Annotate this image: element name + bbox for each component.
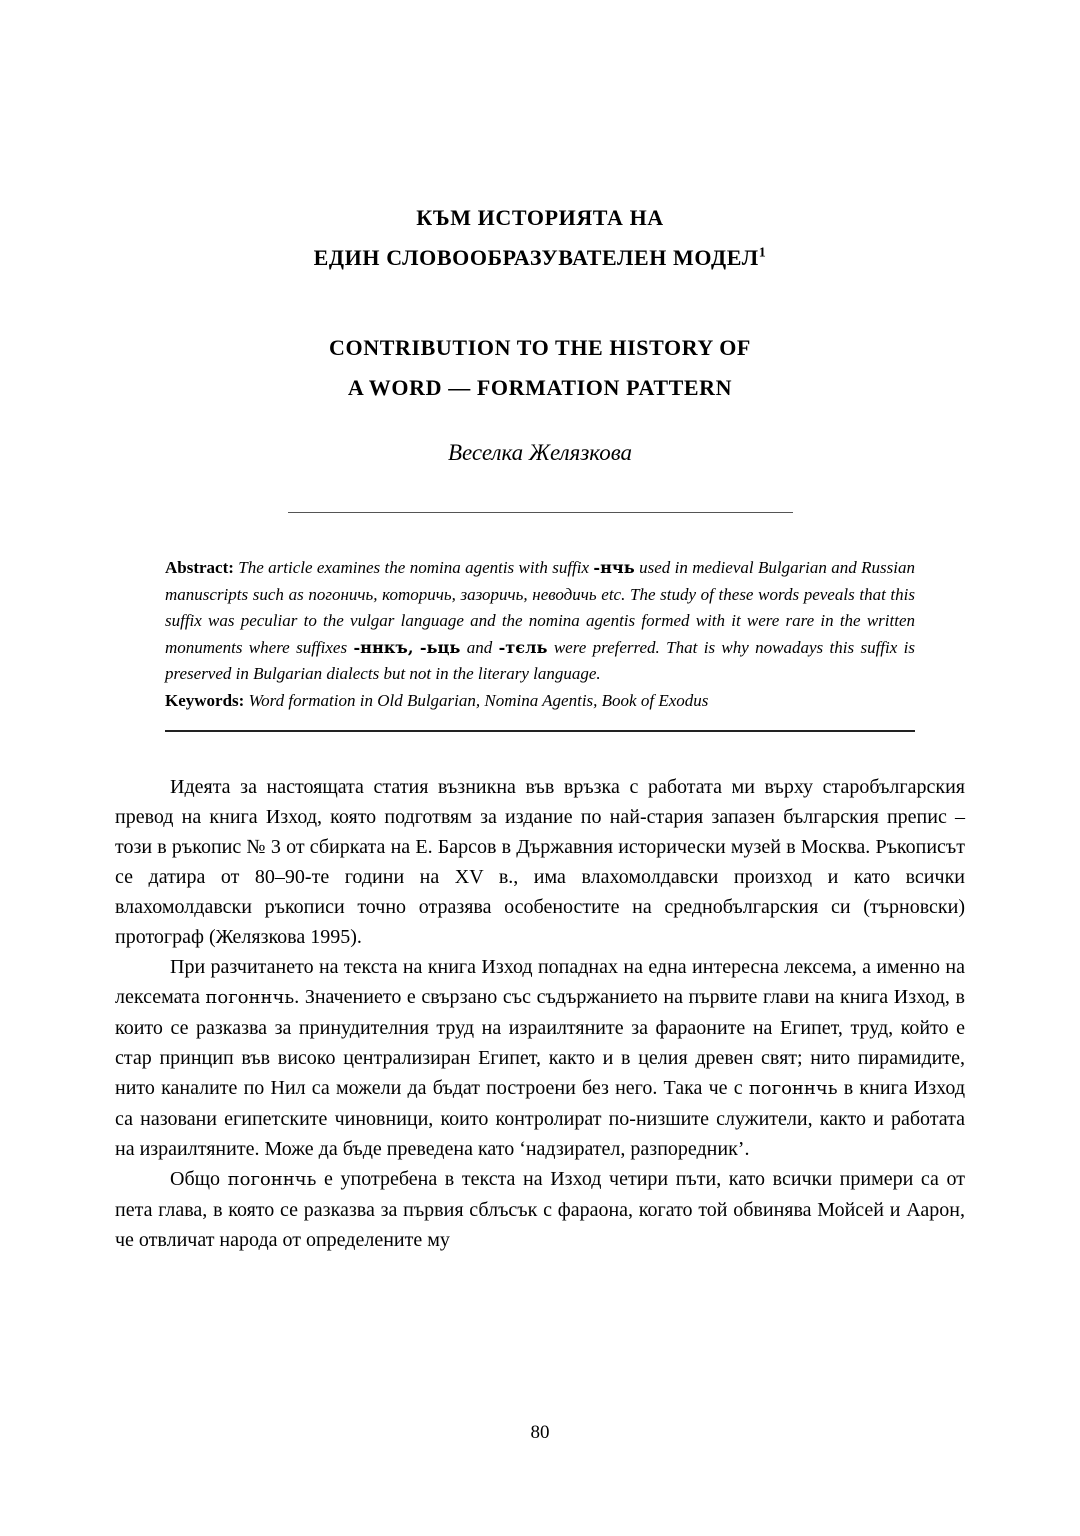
slavonic-suffix-tel: -тєль — [498, 637, 548, 657]
body-paragraph-1 — [115, 772, 965, 952]
title-bulgarian-line2 — [0, 238, 1080, 278]
p3-segment-1: Общо — [170, 1168, 228, 1190]
author-name: Веселка Желязкова — [447, 440, 633, 465]
abstract-segment-2: used in medieval Bulgarian and Russian manuscripts such as погоничь, которичь, зазоричь, неводичь etc. The study of these words peveals that this suffix was peculiar to the vulgar language and the nomina agentis formed with it were rare in the written monuments where suffixes — [165, 558, 915, 657]
abstract-section — [165, 555, 915, 714]
title-bulgarian-line1: КЪМ ИСТОРИЯТА НА — [416, 205, 664, 230]
slavonic-suffix-nch: -нчь — [593, 558, 635, 577]
page-number: 80 — [530, 1422, 550, 1443]
slavonic-word-pogonich-1: погоннчь — [205, 987, 295, 1008]
p2-segment-2: . Значението е свързано със съдържанието на първите глави на книга Изход, в които се разказва за принудителния труд на израилтяните за фараоните на Египет, труд, който е стар принцип във високо централизиран Египет, както и в целия древен свят; нито пирамидите, нито каналите по Нил са можели да бъдат построени без него. Така че с — [115, 986, 965, 1099]
p1-segment-1: Идеята за настоящата статия възникна във връзка с работата ми върху старобългарския превод на книга Изход, която подготвям за издание по най-стария запазен българския препис – този в ръкопис № 3 от сбирката на Е. Барсов в Държавния исторически музей в Москва. Ръкописът се датира от 80–90-те години на XV в., има влахомолдавски произход и като всички влахомолдавски ръкописи точно отразява особеностите на среднобългарския си (търновски) протограф (Желязкова 1995). — [115, 776, 965, 948]
keywords-label: Keywords: — [165, 690, 245, 710]
divider-under-author — [288, 512, 793, 513]
abstract-segment-4: and — [460, 637, 499, 657]
p3-segment-2: е употребена в текста на Изход четири пъти, като всички примери са от пета глава, в която се разказва за първия сблъсък с фараона, когато той обвинява Мойсей и Аарон, че отвличат народа от определените му — [115, 1168, 965, 1251]
slavonic-suffix-ts: -ьць — [419, 637, 461, 657]
footnote-reference: 1 — [758, 245, 767, 261]
article-header — [0, 0, 1080, 466]
body-paragraph-3 — [115, 1164, 965, 1255]
abstract-segment-5: were preferred. That is why nowadays this suffix is preserved in Bulgarian dialects but not in the literary language. — [165, 637, 916, 683]
slavonic-word-pogonich-2: погоннчь — [748, 1078, 838, 1099]
p2-segment-3: в книга Изход са назовани египетските чиновници, които контролират по-низшите служители, както и работата на израилтяните. Може да бъде преведена като ‘надзирател, разпоредник’. — [115, 1077, 965, 1160]
title-bulgarian-line2-text: ЕДИН СЛОВООБРАЗУВАТЕЛЕН МОДЕЛ — [313, 245, 759, 270]
keywords-line — [165, 688, 915, 715]
article-body — [115, 772, 965, 1255]
p2-segment-1: При разчитането на текста на книга Изход попаднах на една интересна лексема, а именно на лексемата — [115, 956, 965, 1008]
divider-under-abstract — [165, 730, 915, 732]
slavonic-suffix-nik: -ннкъ, — [353, 637, 414, 657]
keywords-text: Word formation in Old Bulgarian, Nomina Agentis, Book of Exodus — [244, 690, 709, 710]
body-paragraph-2 — [115, 952, 965, 1164]
title-english-line1: CONTRIBUTION TO THE HISTORY OF — [329, 335, 751, 360]
title-bulgarian — [0, 0, 1080, 278]
abstract-paragraph — [165, 555, 915, 688]
abstract-segment-1: The article examines the nomina agentis with suffix — [233, 558, 594, 577]
title-english — [0, 278, 1080, 408]
title-english-line2: A WORD — FORMATION PATTERN — [347, 375, 733, 400]
abstract-label: Abstract: — [165, 558, 234, 577]
slavonic-word-pogonich-3: погоннчь — [227, 1169, 317, 1190]
